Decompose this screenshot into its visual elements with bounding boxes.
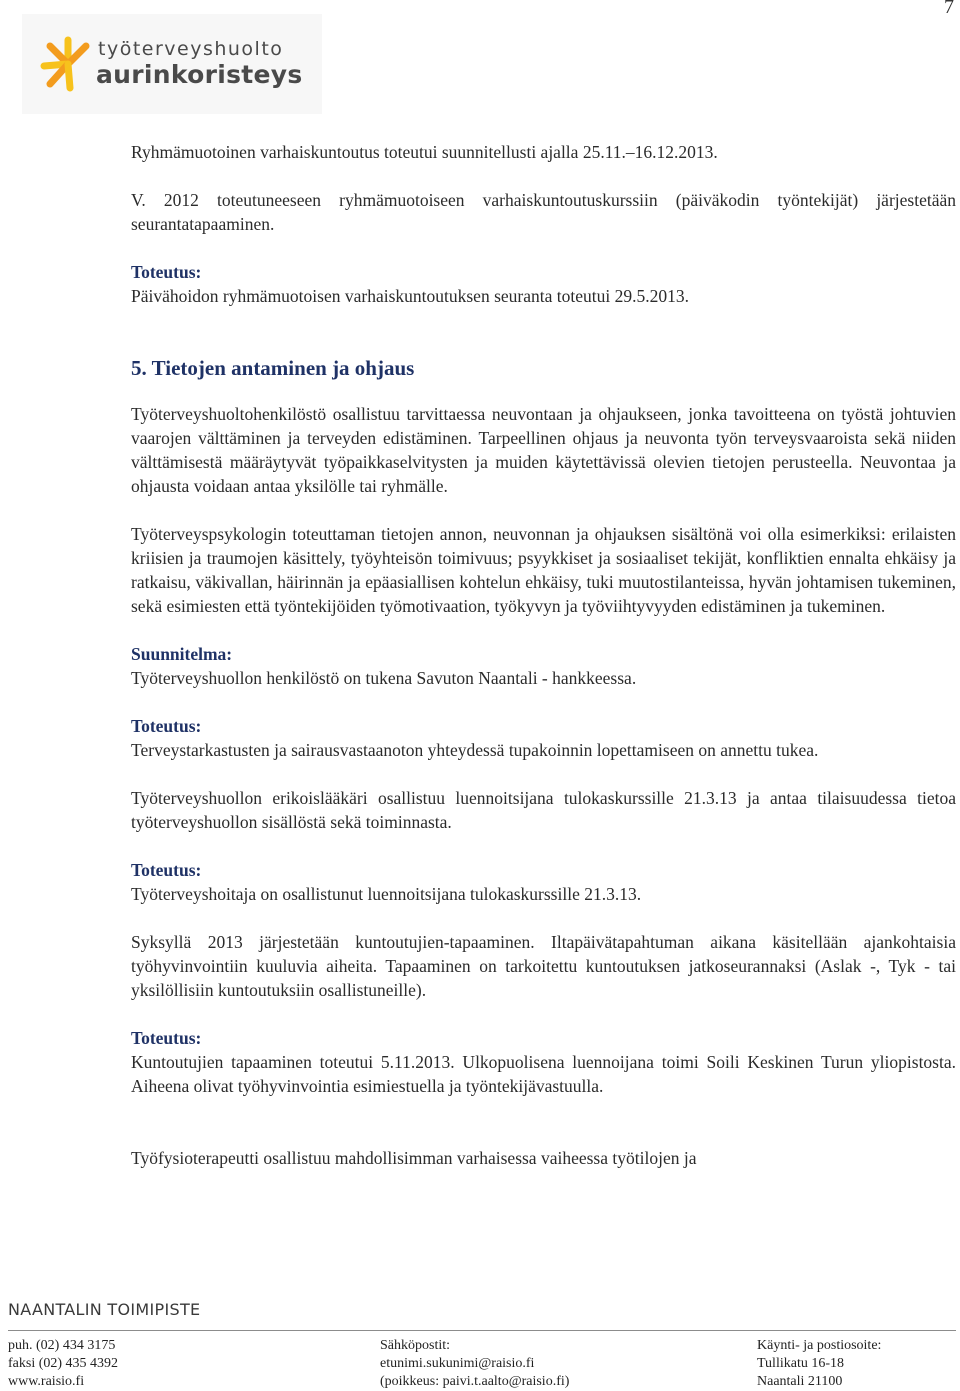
- label-toteutus: Toteutus:: [131, 262, 202, 282]
- paragraph: Työterveyshuoltohenkilöstö osallistuu tarvittaessa neuvontaan ja ohjaukseen, jonka tavoitteena on työstä johtuvien vaarojen välttäminen ja terveyden edistäminen. Tarpeellinen ohjaus ja neuvonta työn terveysvaaroista sekä niiden välttämisestä määräytyvät työpaikkaselvitysten ja muiden käytettävissä olevien tietojen perusteella. Neuvontaa ja ohjausta voidaan antaa yksilölle tai ryhmälle.: [131, 404, 956, 496]
- email-label: Sähköpostit:: [380, 1338, 451, 1353]
- sun-logo-icon: [40, 36, 96, 92]
- paragraph: Ryhmämuotoinen varhaiskuntoutus toteutui suunnitellusti ajalla 25.11.–16.12.2013.: [131, 142, 718, 162]
- page-number: 7: [944, 0, 954, 18]
- document-body: [131, 140, 956, 1170]
- footer-divider: [8, 1330, 956, 1331]
- paragraph: Päivähoidon ryhmämuotoisen varhaiskuntoutuksen seuranta toteutui 29.5.2013.: [131, 286, 689, 306]
- footer-title: NAANTALIN TOIMIPISTE: [8, 1300, 201, 1319]
- paragraph: Työfysioterapeutti osallistuu mahdollisimman varhaisessa vaiheessa työtilojen ja: [131, 1148, 697, 1168]
- footer-email-column: [380, 1337, 569, 1391]
- paragraph: Työterveyshuollon erikoislääkäri osallistuu luennoitsijana tulokaskurssille 21.3.13 ja antaa tilaisuudessa tietoa työterveyshuollon sisällöstä sekä toiminnasta.: [131, 788, 956, 832]
- paragraph: Kuntoutujien tapaaminen toteutui 5.11.2013. Ulkopuolisena luennoijana toimi Soili Keskinen Turun yliopistosta. Aiheena olivat työhyvinvointia esimiestuella ja työntekijävastuulla.: [131, 1052, 956, 1096]
- paragraph: Työterveyspsykologin toteuttaman tietojen annon, neuvonnan ja ohjauksen sisältönä voi olla esimerkiksi: erilaisten kriisien ja traumojen käsittely, työyhteisön toimivuus; psyykkiset ja sosiaaliset tekijät, konfliktien ennalta ehkäisy ja ratkaisu, väkivallan, häirinnän ja epäasiallisen kohtelun ehkäisy, tuki muutostilanteissa, hyvän johtamisen tukeminen, sekä esimiesten että työntekijöiden työmotivaation, työkyvyn ja työviihtyvyyden edistäminen ja tukeminen.: [131, 524, 956, 616]
- email-exception-text: (poikkeus: paivi.t.aalto@raisio.fi): [380, 1374, 570, 1389]
- section-heading: 5. Tietojen antaminen ja ohjaus: [131, 356, 415, 380]
- label-toteutus: Toteutus:: [131, 860, 202, 880]
- footer-contact-column: [8, 1337, 118, 1391]
- paragraph: Työterveyshuollon henkilöstö on tukena Savuton Naantali - hankkeessa.: [131, 668, 637, 688]
- company-logo: [22, 14, 322, 114]
- paragraph: V. 2012 toteutuneeseen ryhmämuotoiseen varhaiskuntoutuskurssiin (päiväkodin työntekijät) järjestetään seurantatapaaminen.: [131, 190, 956, 234]
- label-suunnitelma: Suunnitelma:: [131, 644, 233, 664]
- address-label: Käynti- ja postiosoite:: [757, 1338, 882, 1353]
- label-toteutus: Toteutus:: [131, 716, 202, 736]
- paragraph: Terveystarkastusten ja sairausvastaanoton yhteydessä tupakoinnin lopettamiseen on annettu tukea.: [131, 740, 819, 760]
- street-address: Tullikatu 16-18: [757, 1356, 844, 1371]
- logo-subtitle: työterveyshuolto: [98, 38, 284, 60]
- label-toteutus: Toteutus:: [131, 1028, 202, 1048]
- email-link[interactable]: etunimi.sukunimi@raisio.fi: [380, 1356, 535, 1371]
- fax-text: faksi (02) 435 4392: [8, 1356, 119, 1371]
- paragraph: Syksyllä 2013 järjestetään kuntoutujien-tapaaminen. Iltapäivätapahtuman aikana käsitellään ajankohtaisia työhyvinvointiin kuuluvia aiheita. Tapaaminen on tarkoitettu kuntoutuksen jatkoseurannaksi (Aslak -, Tyk - tai yksilöllisiin kuntoutuksiin osallistuneille).: [131, 932, 956, 1000]
- website-link[interactable]: www.raisio.fi: [8, 1374, 85, 1389]
- city-postal: Naantali 21100: [757, 1374, 843, 1389]
- paragraph: Työterveyshoitaja on osallistunut luennoitsijana tulokaskurssille 21.3.13.: [131, 884, 642, 904]
- logo-title: aurinkoristeys: [96, 60, 303, 89]
- phone-text: puh. (02) 434 3175: [8, 1338, 116, 1353]
- footer-address-column: [757, 1337, 881, 1391]
